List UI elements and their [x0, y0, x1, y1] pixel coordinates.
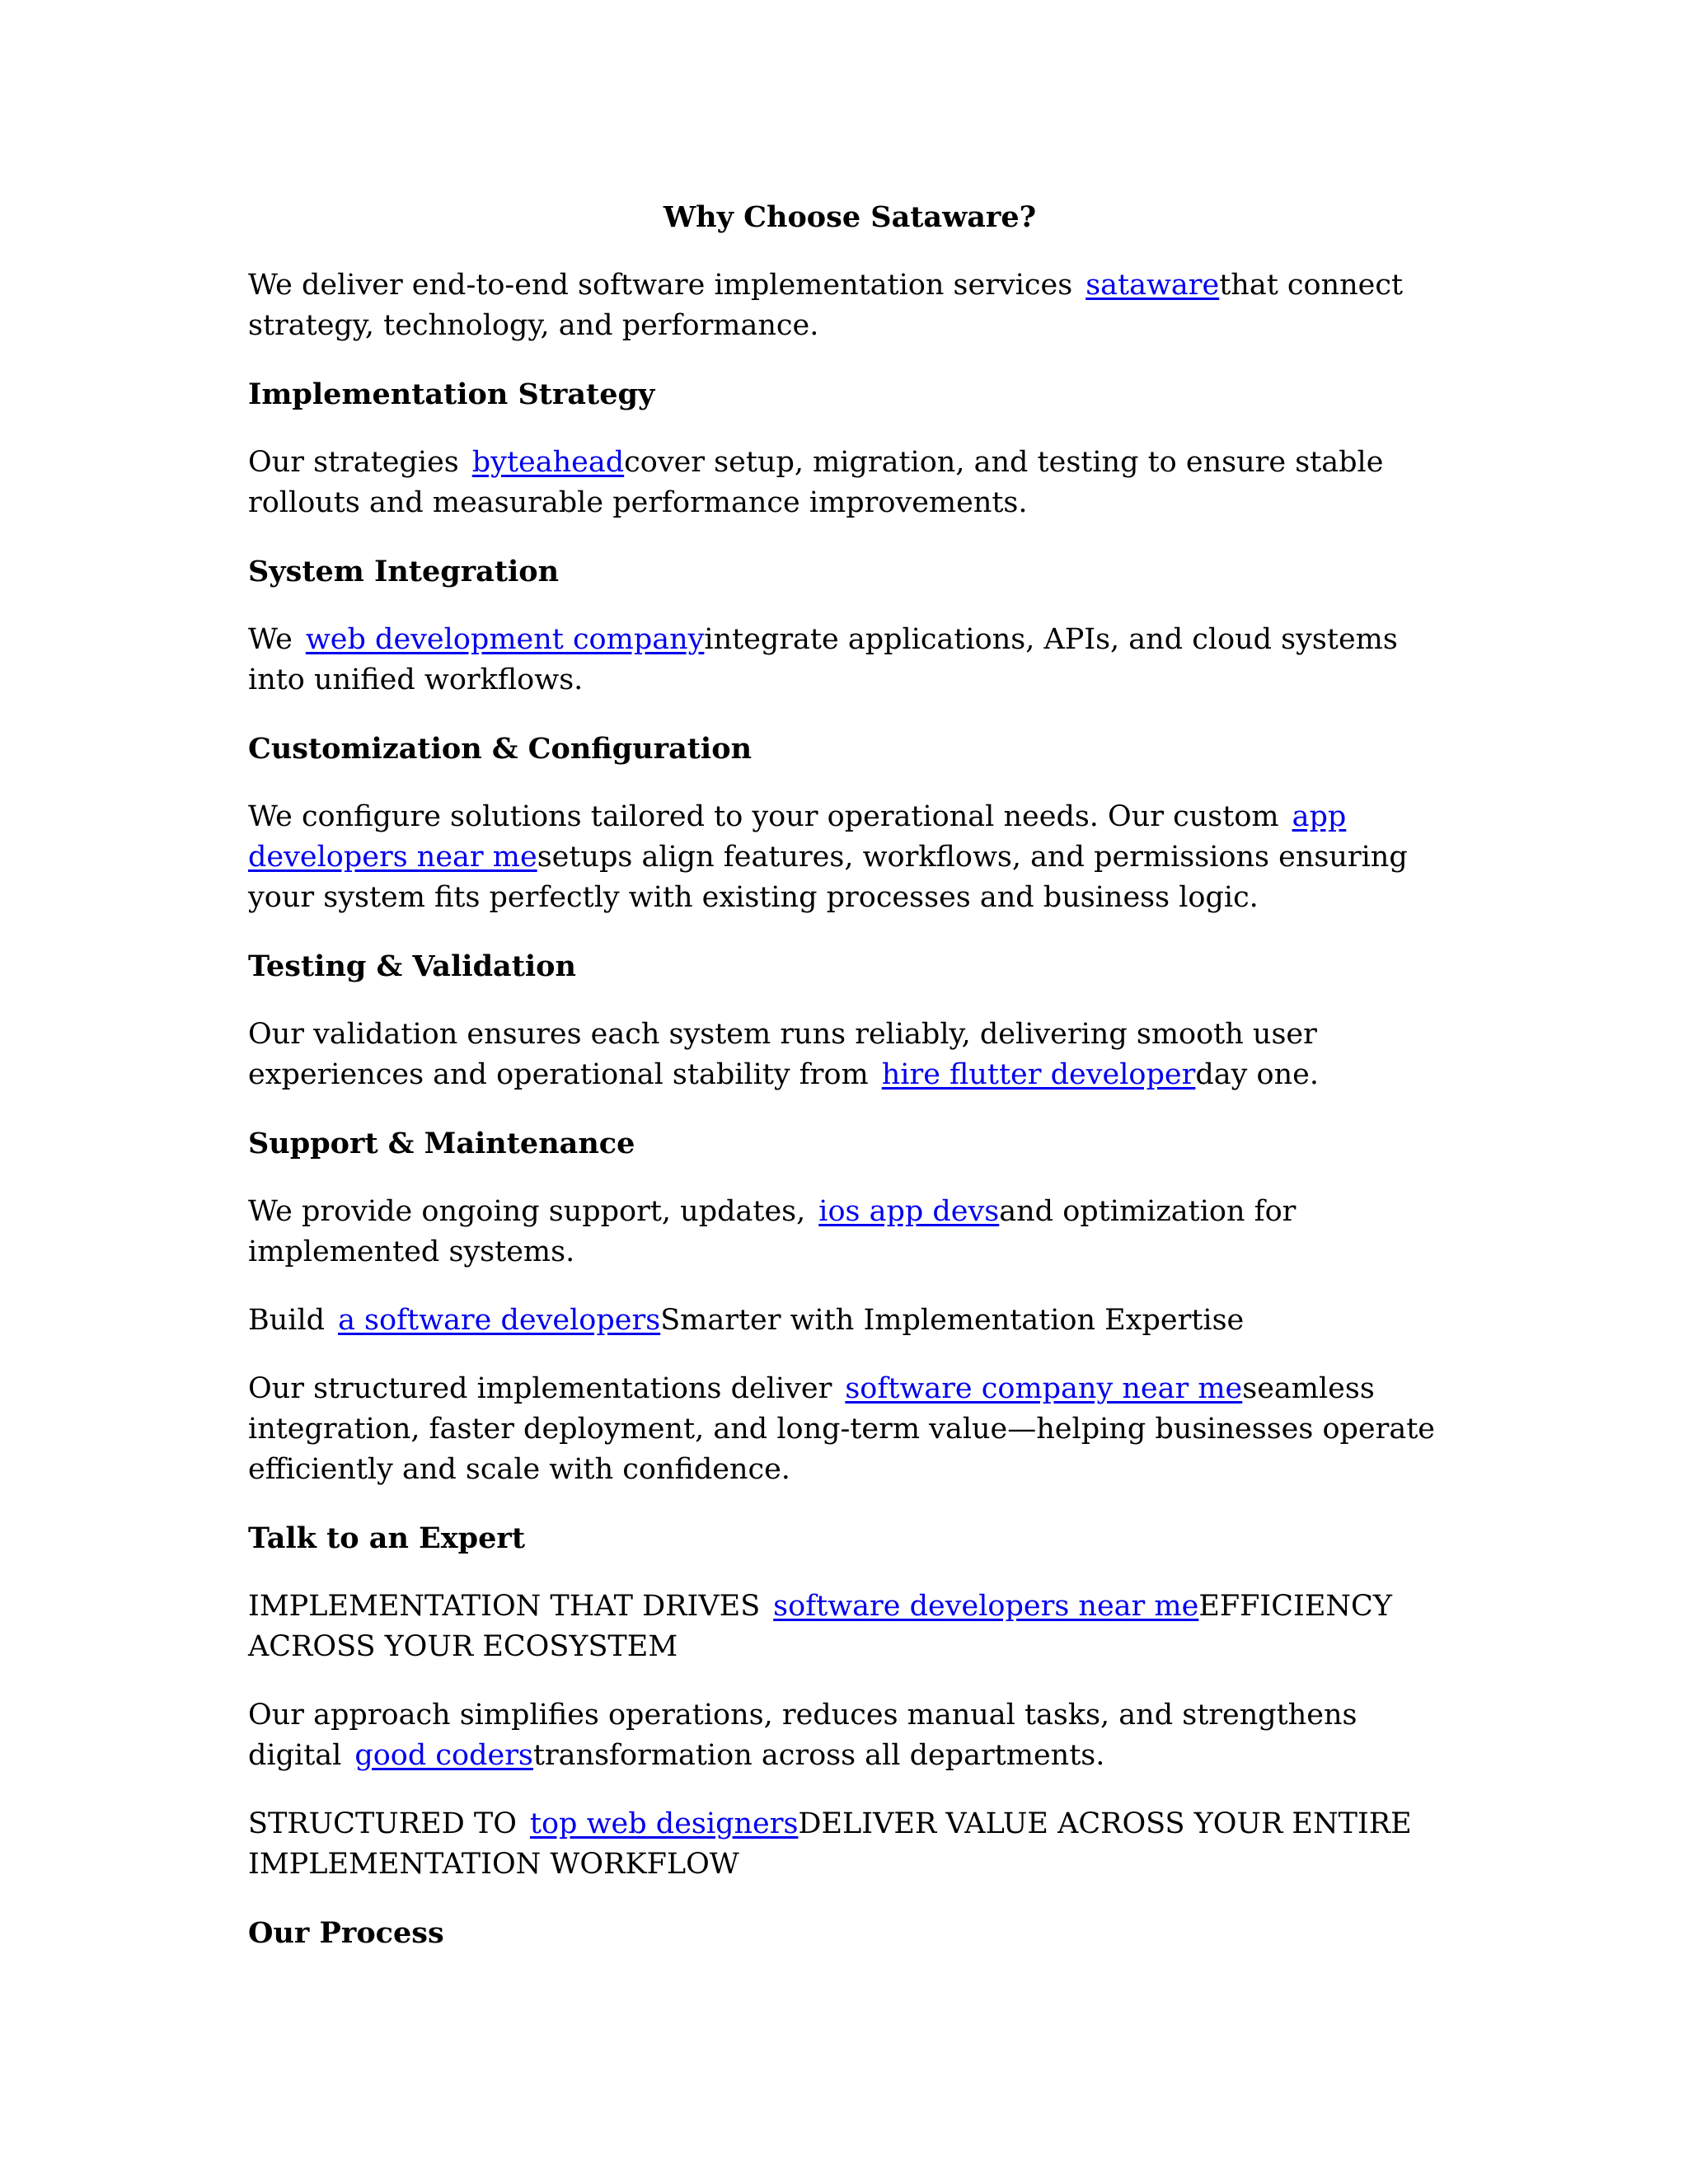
implementation-strategy-text-before: Our strategies	[248, 446, 459, 479]
section-heading-testing: Testing & Validation	[248, 949, 576, 983]
hire-flutter-developer-link[interactable]: hire flutter developer	[881, 1058, 1196, 1091]
testing-text-before: Our validation ensures each system runs reliably, delivering smooth user experiences and operational stability from	[248, 1018, 1317, 1091]
system-integration-text-after: integrate applications, APIs, and cloud systems into unified workflows.	[248, 623, 1398, 696]
support-text-before: We provide ongoing support, updates,	[248, 1195, 806, 1228]
system-integration-text-before: We	[248, 623, 293, 656]
byteahead-link[interactable]: byteahead	[471, 446, 625, 479]
support-paragraph	[248, 1192, 1451, 1272]
talk-to-expert-text-after: EFFICIENCY ACROSS YOUR ECOSYSTEM	[248, 1590, 1392, 1663]
talk-to-expert-paragraph	[248, 1586, 1451, 1667]
section-heading-our-process: Our Process	[248, 1916, 444, 1950]
web-development-company-link[interactable]: web development company	[305, 623, 705, 656]
testing-text-after: day one.	[1195, 1058, 1319, 1091]
structured-to-paragraph	[248, 1804, 1451, 1885]
customization-text-after: setups align features, workflows, and permissions ensuring your system fits perfectly with existing processes and business logic.	[248, 841, 1408, 914]
build-text-after: Smarter with Implementation Expertise	[660, 1304, 1245, 1337]
app-developers-near-me-link[interactable]: app developers near me	[248, 800, 1347, 874]
system-integration-paragraph	[248, 620, 1451, 701]
build-paragraph	[248, 1301, 1451, 1341]
document-body	[248, 198, 1451, 1981]
build-text-before: Build	[248, 1304, 326, 1337]
section-heading-customization: Customization & Configuration	[248, 732, 753, 766]
implementation-strategy-text-after: cover setup, migration, and testing to ensure stable rollouts and measurable performance improvements.	[248, 446, 1384, 519]
section-heading-talk-to-expert: Talk to an Expert	[248, 1521, 526, 1555]
testing-paragraph	[248, 1015, 1451, 1095]
page-title: Why Choose Sataware?	[663, 200, 1037, 234]
talk-to-expert-text-before: IMPLEMENTATION THAT DRIVES	[248, 1590, 761, 1623]
structured-to-text-after: DELIVER VALUE ACROSS YOUR ENTIRE IMPLEMENTATION WORKFLOW	[248, 1807, 1412, 1881]
customization-paragraph	[248, 797, 1451, 918]
section-heading-support: Support & Maintenance	[248, 1127, 635, 1160]
structured-paragraph	[248, 1369, 1451, 1490]
top-web-designers-link[interactable]: top web designers	[529, 1807, 799, 1840]
sataware-link[interactable]: sataware	[1085, 269, 1220, 302]
intro-text-after: that connect strategy, technology, and performance.	[248, 269, 1404, 342]
structured-to-text-before: STRUCTURED TO	[248, 1807, 517, 1840]
a-software-developers-link[interactable]: a software developers	[338, 1304, 661, 1337]
section-heading-system-integration: System Integration	[248, 555, 560, 588]
customization-text-before: We configure solutions tailored to your operational needs. Our custom	[248, 800, 1279, 833]
approach-paragraph	[248, 1695, 1451, 1776]
structured-text-after: seamless integration, faster deployment, and long-term value—helping businesses operate efficiently and scale with confidence.	[248, 1372, 1436, 1486]
software-developers-near-me-link[interactable]: software developers near me	[773, 1590, 1199, 1623]
intro-text-before: We deliver end-to-end software implementation services	[248, 269, 1073, 302]
section-heading-implementation-strategy: Implementation Strategy	[248, 377, 655, 411]
approach-text-after: transformation across all departments.	[532, 1739, 1105, 1772]
software-company-near-me-link[interactable]: software company near me	[845, 1372, 1243, 1405]
approach-text-before: Our approach simplifies operations, reduces manual tasks, and strengthens digital	[248, 1699, 1357, 1772]
structured-text-before: Our structured implementations deliver	[248, 1372, 832, 1405]
support-text-after: and optimization for implemented systems.	[248, 1195, 1296, 1268]
ios-app-devs-link[interactable]: ios app devs	[818, 1195, 1000, 1228]
implementation-strategy-paragraph	[248, 443, 1451, 523]
good-coders-link[interactable]: good coders	[354, 1739, 533, 1772]
intro-paragraph	[248, 265, 1451, 346]
